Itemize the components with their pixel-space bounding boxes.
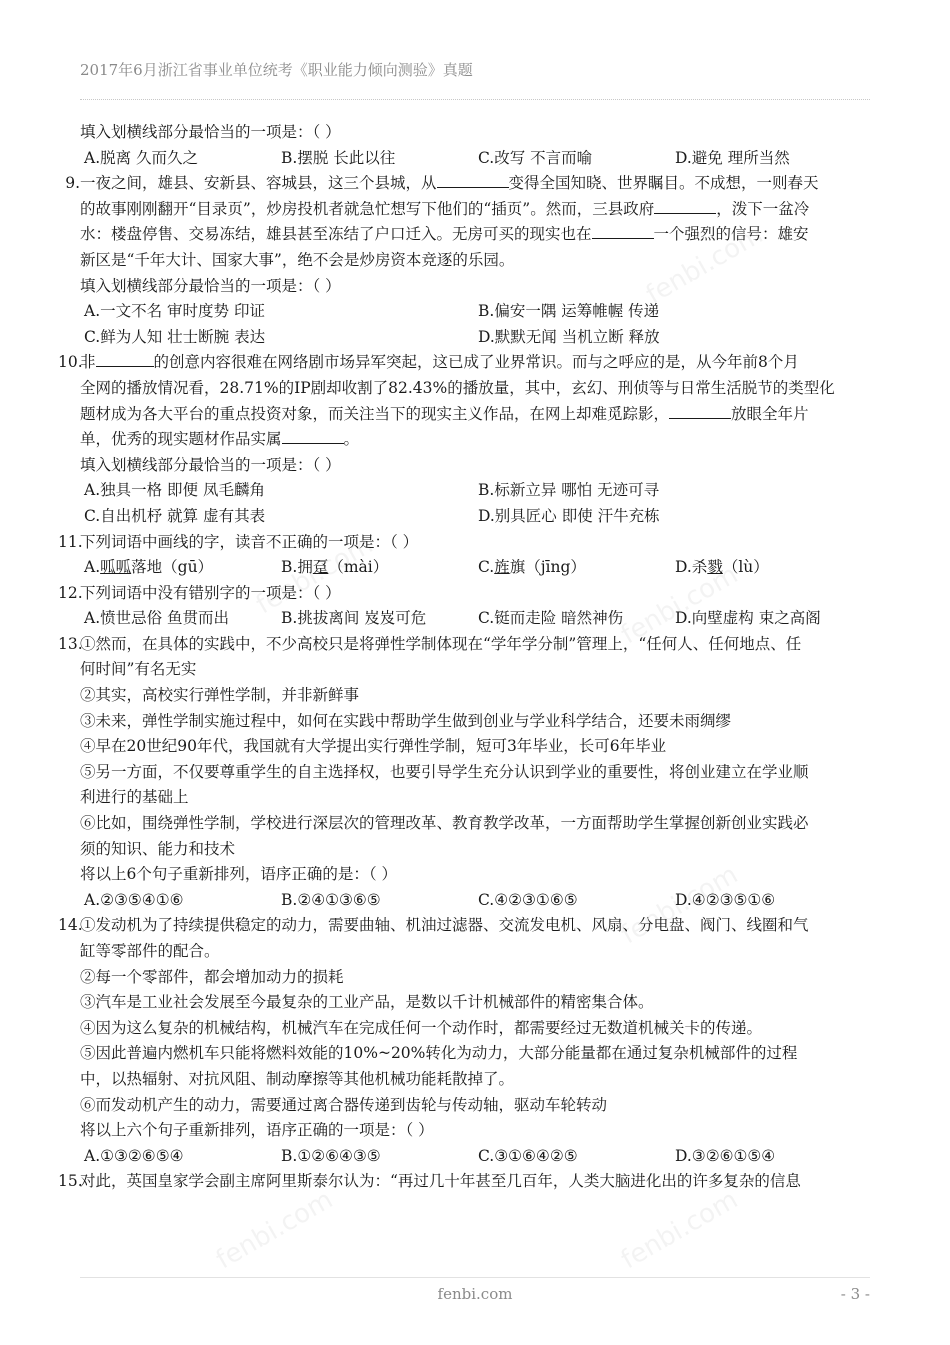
option-c[interactable]: C.④②③①⑥⑤ (478, 890, 578, 909)
option-c[interactable]: C.③①⑥④②⑤ (478, 1146, 578, 1165)
watermark (211, 1185, 338, 1276)
fill-blank (96, 351, 154, 367)
question-number: 13. (58, 634, 83, 653)
question-14-line: ②每一个零部件，都会增加动力的损耗 (80, 967, 344, 986)
options-row (58, 299, 873, 325)
question-9-line (58, 197, 873, 223)
question-text: 题材成为各大平台的重点投资对象，而关注当下的现实主义作品，在网上却难觅踪影， (80, 404, 670, 423)
option-b[interactable]: B.①②⑥④③⑤ (281, 1146, 381, 1165)
question-text: ①发动机为了持续提供稳定的动力，需要曲轴、机油过滤器、交流发电机、风扇、分电盘、阀门、线圈和气 (80, 916, 809, 935)
option-b[interactable]: B.摆脱 长此以往 (281, 148, 396, 167)
question-12-line (58, 581, 873, 607)
question-14-line: ⑥而发动机产生的动力，需要通过离合器传递到齿轮与传动轴，驱动车轮转动 (80, 1095, 608, 1114)
question-text: 下列词语中画线的字，读音不正确的一项是：（ ） (80, 532, 419, 551)
footer-divider (80, 1277, 870, 1278)
page-number: - 3 - (840, 1285, 870, 1303)
question-text: 一夜之间，雄县、安新县、容城县，这三个县城，从 (80, 174, 437, 193)
question-9-line (58, 171, 873, 197)
option-d[interactable]: D.④②③⑤①⑥ (675, 890, 776, 909)
question-prompt: 填入划横线部分最恰当的一项是：（ ） (80, 123, 341, 141)
fill-blank (654, 198, 716, 214)
question-number: 14. (58, 916, 83, 935)
option-a[interactable]: A.呱呱落地（gū） (84, 558, 214, 577)
option-d[interactable]: D.避免 理所当然 (675, 148, 790, 167)
option-b[interactable]: B.②④①③⑥⑤ (281, 890, 381, 909)
option-a[interactable]: A.独具一格 即便 凤毛麟角 (84, 481, 265, 500)
options-row (58, 325, 873, 351)
option-d[interactable]: D.向壁虚构 束之高阁 (675, 609, 821, 628)
options-row (58, 146, 873, 172)
question-text: 的故事刚刚翻开“目录页”，炒房投机者就急忙想写下他们的“插页”。然而，三县政府 (80, 199, 655, 218)
fill-blank (669, 403, 731, 419)
option-c[interactable]: C.旌旗（jīng） (478, 558, 586, 577)
header-divider (80, 99, 870, 100)
question-text: 的创意内容很难在网络剧市场异军突起，这已成了业界常识。而与之呼应的是，从今年前8个月 (153, 353, 799, 372)
question-text: 一个强烈的信号：雄安 (653, 225, 809, 244)
option-b[interactable]: B.标新立异 哪怕 无迹可寻 (478, 481, 660, 500)
options-row (58, 478, 873, 504)
question-13-line: ②其实，高校实行弹性学制，并非新鲜事 (80, 686, 360, 705)
option-a[interactable]: A.①③②⑥⑤④ (84, 1146, 184, 1165)
exam-content (58, 120, 873, 1195)
question-14-line: ⑤因此普遍内燃机车只能将燃料效能的10%~20%转化为动力，大部分能量都在通过复杂机械部件的过程 (80, 1044, 798, 1063)
question-text: 放眼全年片 (731, 404, 809, 423)
question-14-line: ④因为这么复杂的机械结构，机械汽车在完成任何一个动作时，都需要经过无数道机械关卡的传递。 (80, 1018, 763, 1037)
option-a[interactable]: A.一文不名 审时度势 印证 (84, 302, 265, 321)
question-13-line: 须的知识、能力和技术 (80, 839, 236, 858)
question-9-line (58, 222, 873, 248)
option-d[interactable]: D.杀戮（lù） (675, 558, 769, 577)
question-13-line: ⑤另一方面，不仅要尊重学生的自主选择权，也要引导学生充分认识到学业的重要性，将创业建立在学业顺 (80, 762, 809, 781)
question-14-line (58, 913, 873, 939)
option-a[interactable]: A.②③⑤④①⑥ (84, 890, 184, 909)
option-a[interactable]: A.脱离 久而久之 (84, 148, 199, 167)
question-prompt: 将以上六个句子重新排列，语序正确的一项是：（ ） (80, 1121, 434, 1140)
question-text: ①然而，在具体的实践中，不少高校只是将弹性学制体现在“学年学分制”管理上，“任何人、任何地点、任 (80, 634, 802, 653)
option-b[interactable]: B.拥趸（mài） (281, 558, 389, 577)
options-row (58, 1144, 873, 1170)
question-text: 对此，英国皇家学会副主席阿里斯泰尔认为：“再过几十年甚至几百年，人类大脑进化出的许多复杂的信息 (80, 1172, 801, 1191)
footer-site: fenbi.com (437, 1285, 513, 1303)
question-10-line (58, 427, 873, 453)
options-row (58, 555, 873, 581)
option-a[interactable]: A.愤世忌俗 鱼贯而出 (84, 609, 230, 628)
question-number: 15. (58, 1172, 83, 1191)
options-row (58, 606, 873, 632)
option-c[interactable]: C.铤而走险 暗然神伤 (478, 609, 624, 628)
fill-blank (282, 428, 344, 444)
options-row (58, 504, 873, 530)
question-14-line: 中，以热辐射、对抗风阻、制动摩擦等其他机械功能耗散掉了。 (80, 1069, 515, 1088)
question-text: 下列词语中没有错别字的一项是：（ ） (80, 583, 341, 602)
question-prompt: 填入划横线部分最恰当的一项是：（ ） (80, 276, 341, 295)
question-number: 12. (58, 583, 83, 602)
option-b[interactable]: B.挑拔离间 岌岌可危 (281, 609, 427, 628)
watermark (616, 1185, 743, 1276)
question-13-line: ③未来，弹性学制实施过程中，如何在实践中帮助学生做到创业与学业科学结合，还要未雨绸缪 (80, 711, 732, 730)
question-14-line: ③汽车是工业社会发展至今最复杂的工业产品，是数以千计机械部件的精密集合体。 (80, 993, 654, 1012)
option-c[interactable]: C.鲜为人知 壮士断腕 表达 (84, 327, 266, 346)
question-13-line (58, 632, 873, 658)
question-text: ，泼下一盆冷 (716, 199, 810, 218)
question-number: 10. (58, 353, 83, 372)
question-10-line (58, 402, 873, 428)
option-b[interactable]: B.偏安一隅 运筹帷幄 传递 (478, 302, 660, 321)
question-text: 变得全国知晓、世界瞩目。不成想，一则春天 (508, 174, 819, 193)
question-prompt: 填入划横线部分最恰当的一项是：（ ） (80, 455, 341, 474)
question-text: 单，优秀的现实题材作品实属 (80, 430, 282, 449)
document-header: 2017年6月浙江省事业单位统考《职业能力倾向测验》真题 (80, 61, 473, 79)
question-prompt: 将以上6个句子重新排列，语序正确的是：（ ） (80, 865, 398, 884)
option-d[interactable]: D.别具匠心 即使 汗牛充栋 (478, 506, 660, 525)
question-9-line: 新区是“千年大计、国家大事”，绝不会是炒房资本竞逐的乐园。 (80, 250, 515, 269)
options-row (58, 888, 873, 914)
option-c[interactable]: C.自出机杼 就算 虚有其表 (84, 506, 266, 525)
option-c[interactable]: C.改写 不言而喻 (478, 148, 593, 167)
question-13-line: ⑥比如，围绕弹性学制，学校进行深层次的管理改革、教育教学改革，一方面帮助学生掌握创新创业实践必 (80, 814, 809, 833)
question-13-line: ④早在20世纪90年代，我国就有大学提出实行弹性学制，短可3年毕业，长可6年毕业 (80, 737, 667, 756)
question-14-line: 缸等零部件的配合。 (80, 942, 220, 960)
question-text: 非 (80, 353, 96, 372)
fill-blank (592, 223, 654, 239)
question-text: 。 (343, 430, 360, 449)
question-number: 11. (58, 532, 83, 551)
question-10-line (58, 350, 873, 376)
question-15-line (58, 1169, 873, 1195)
option-d[interactable]: D.③②⑥①⑤④ (675, 1146, 776, 1165)
question-13-line: 利进行的基础上 (80, 788, 189, 807)
question-10-line: 全网的播放情况看，28.71%的IP剧却收割了82.43%的播放量，其中，玄幻、刑侦等与日常生活脱节的类型化 (80, 378, 835, 397)
question-text: 水：楼盘停售、交易冻结，雄县甚至冻结了户口迁入。无房可买的现实也在 (80, 225, 592, 244)
question-11-line (58, 530, 873, 556)
question-number: 9. (65, 174, 80, 193)
question-13-line: 何时间”有名无实 (80, 660, 197, 679)
option-d[interactable]: D.默默无闻 当机立断 释放 (478, 327, 660, 346)
fill-blank (437, 172, 509, 188)
